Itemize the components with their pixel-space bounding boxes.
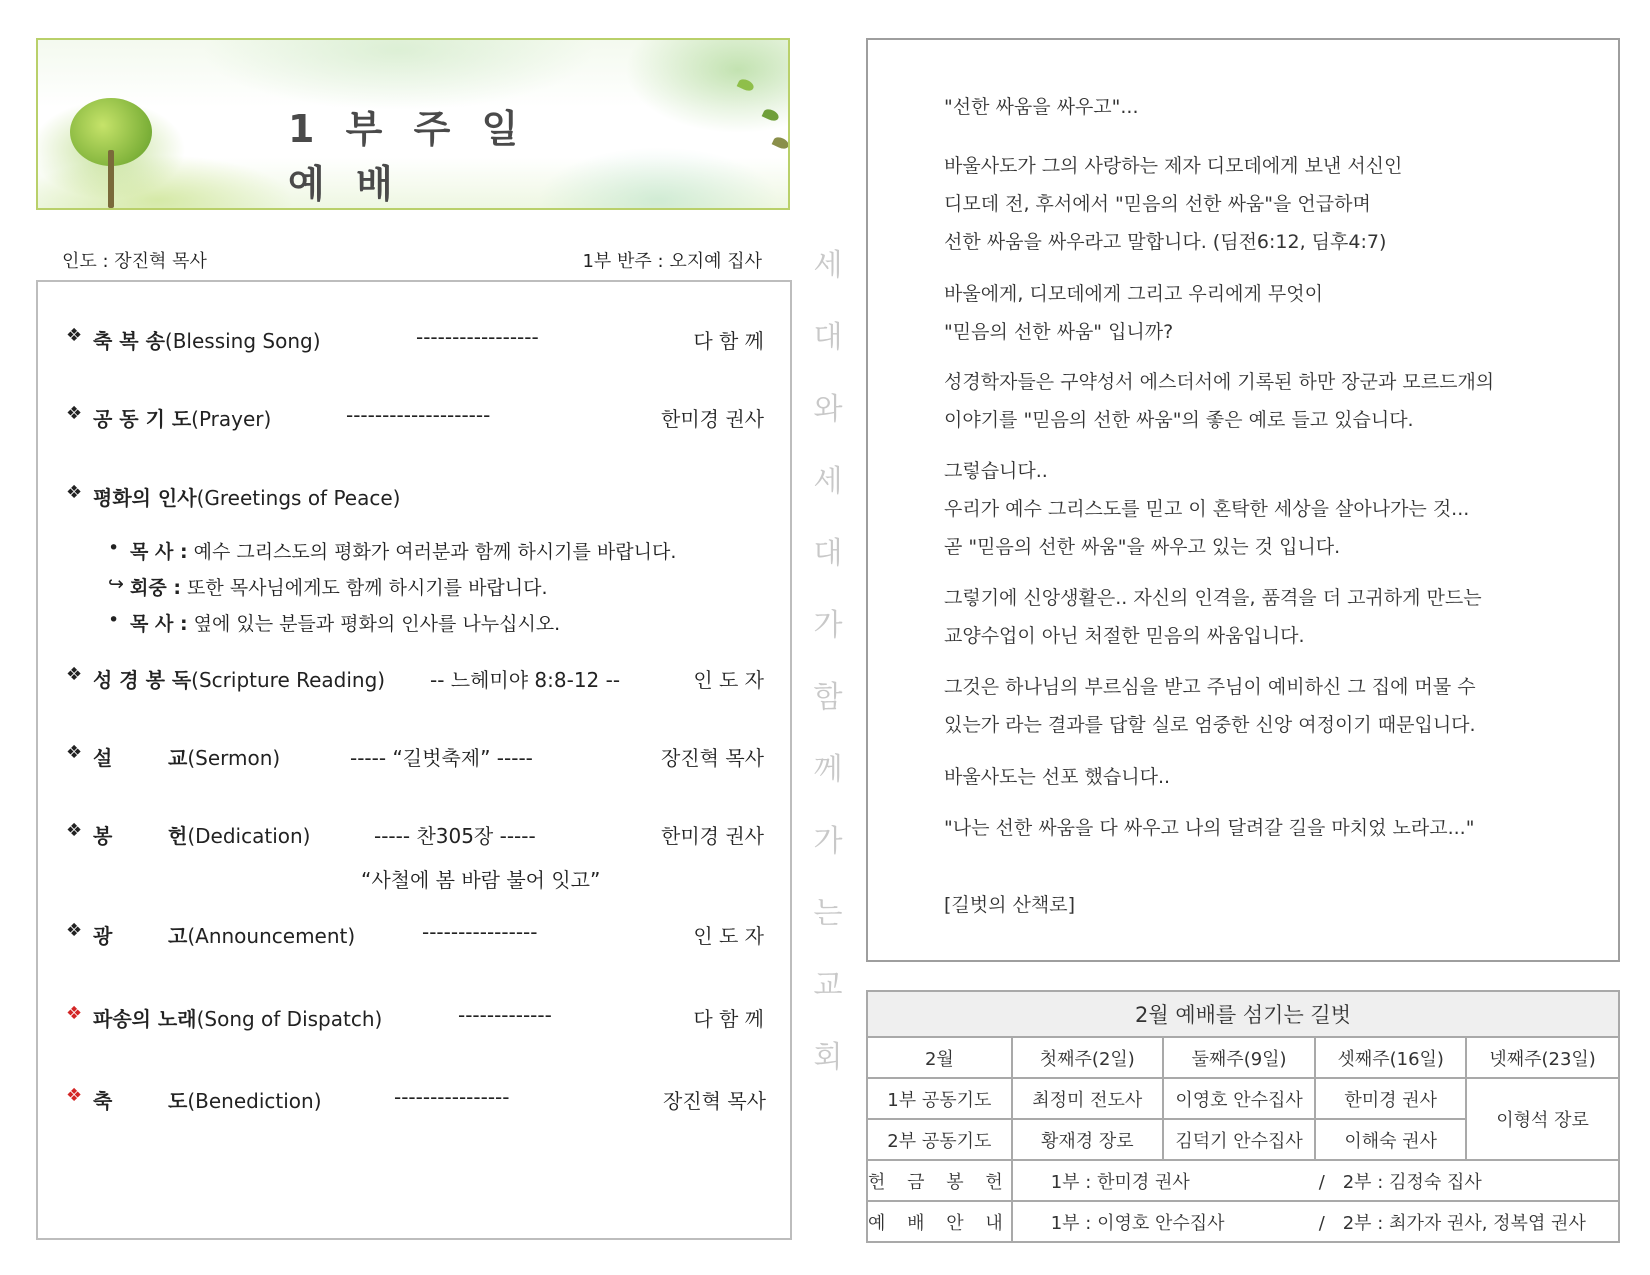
diamond-bullet-icon: ❖ [66, 403, 83, 424]
item-title: 평화의 인사 [93, 486, 197, 510]
meditation-line: 그것은 하나님의 부르심을 받고 주님이 예비하신 그 집에 머물 수 [944, 676, 1476, 698]
item-english: (Scripture Reading) [191, 668, 386, 692]
peace-role: 목 사 : [130, 613, 188, 635]
meditation-line: 우리가 예수 그리스도를 믿고 이 혼탁한 세상을 살아나가는 것... [944, 498, 1470, 520]
meditation-line: "믿음의 선한 싸움" 입니까? [944, 321, 1174, 343]
item-title: 봉 헌 [93, 824, 188, 848]
order-item-scripture [38, 664, 794, 694]
meditation-source: [길벗의 산책로] [944, 894, 1075, 916]
item-detail: -- 느헤미야 8:8-12 -- [430, 668, 621, 692]
offering-part2: 2부 : 김정숙 집사 [1342, 1171, 1482, 1193]
item-title: 축 도 [93, 1089, 188, 1113]
item-leader: 한미경 권사 [661, 407, 764, 431]
hymn-title: “사철에 봄 바람 불어 잇고” [361, 868, 601, 892]
diamond-bullet-icon: ❖ [66, 742, 83, 763]
separator: / [1318, 1212, 1325, 1234]
table-cell: 김덕기 안수집사 [1163, 1119, 1315, 1160]
table-cell: 이영호 안수집사 [1163, 1078, 1315, 1119]
item-leader: 인 도 자 [693, 668, 764, 692]
item-title: 공 동 기 도 [93, 407, 192, 431]
item-english: (Sermon) [187, 746, 281, 770]
item-english: (Dedication) [187, 824, 311, 848]
leader-name: 인도 : 장진혁 목사 [62, 251, 207, 272]
usher-cell [1012, 1201, 1619, 1242]
item-leader: 다 함 께 [693, 1007, 764, 1031]
item-detail: ----- 찬305장 ----- [374, 824, 536, 848]
table-cell: 황재경 장로 [1012, 1119, 1163, 1160]
peace-line-2 [108, 573, 548, 600]
accompanist-name: 1부 반주 : 오지예 집사 [582, 251, 762, 272]
tree-trunk [108, 150, 114, 208]
peace-text: 예수 그리스도의 평화가 여러분과 함께 하시기를 바랍니다. [187, 541, 677, 563]
diamond-bullet-icon: ❖ [66, 1003, 83, 1024]
meditation-line: 선한 싸움을 싸우라고 말합니다. (딤전6:12, 딤후4:7) [944, 231, 1387, 253]
return-arrow-icon: ↪ [108, 573, 124, 595]
order-item-blessing-song [38, 325, 794, 355]
diamond-bullet-icon: ❖ [66, 325, 83, 346]
item-detail: ------------- [458, 1003, 552, 1027]
peace-line-3 [108, 609, 560, 636]
header-cell: 셋째주(16일) [1315, 1037, 1466, 1078]
item-detail: ---------------- [394, 1085, 510, 1109]
church-motto-vertical [810, 240, 846, 1104]
meditation-line: 바울에게, 디모데에게 그리고 우리에게 무엇이 [944, 283, 1323, 305]
meditation-line: "선한 싸움을 싸우고"... [944, 96, 1139, 118]
item-title: 축 복 송 [93, 329, 165, 353]
order-item-sermon [38, 742, 794, 772]
item-title: 성 경 봉 독 [93, 668, 192, 692]
meditation-line: 이야기를 "믿음의 선한 싸움"의 좋은 예로 들고 있습니다. [944, 409, 1414, 431]
table-title-row [867, 991, 1619, 1037]
header-cell: 2월 [867, 1037, 1012, 1078]
row-label: 예 배 안 내 [867, 1201, 1012, 1242]
item-leader: 장진혁 목사 [661, 746, 764, 770]
bullet-icon: • [108, 537, 120, 559]
motto-char: 함 [813, 680, 843, 715]
order-item-greetings [38, 482, 794, 512]
item-english: (Song of Dispatch) [196, 1007, 383, 1031]
order-item-prayer [38, 403, 794, 433]
meditation-line: 바울사도는 선포 했습니다.. [944, 766, 1171, 788]
table-cell: 이해숙 권사 [1315, 1119, 1466, 1160]
order-item-announcement [38, 920, 794, 950]
motto-char: 회 [813, 1040, 843, 1075]
peace-role: 목 사 : [130, 541, 188, 563]
diamond-bullet-icon: ❖ [66, 820, 83, 841]
peace-role: 회중 : [130, 577, 181, 599]
offering-part1: 1부 : 한미경 권사 [1050, 1171, 1190, 1193]
meditation-line: 성경학자들은 구약성서 에스더서에 기록된 하만 장군과 모르드개의 [944, 371, 1495, 393]
table-cell-week4: 이형석 장로 [1466, 1078, 1619, 1160]
meditation-line: 그렇습니다.. [944, 460, 1048, 482]
motto-char: 세 [813, 248, 843, 283]
meditation-line: 디모데 전, 후서에서 "믿음의 선한 싸움"을 언급하며 [944, 193, 1371, 215]
item-detail: ----- “길벗축제” ----- [350, 746, 533, 770]
item-leader: 인 도 자 [693, 924, 764, 948]
diamond-bullet-icon: ❖ [66, 1085, 83, 1106]
row-label: 헌 금 봉 헌 [867, 1160, 1012, 1201]
table-title: 2월 예배를 섬기는 길벗 [867, 991, 1619, 1037]
order-item-benediction [38, 1085, 794, 1115]
usher-part2: 2부 : 최가자 권사, 정복엽 권사 [1342, 1212, 1586, 1234]
motto-char: 께 [813, 752, 843, 787]
item-title: 설 교 [93, 746, 188, 770]
header-cell: 둘째주(9일) [1163, 1037, 1315, 1078]
item-leader: 한미경 권사 [661, 824, 764, 848]
item-title: 파송의 노래 [93, 1007, 197, 1031]
diamond-bullet-icon: ❖ [66, 482, 83, 503]
motto-char: 대 [813, 320, 843, 355]
meditation-line: 바울사도가 그의 사랑하는 제자 디모데에게 보낸 서신인 [944, 155, 1403, 177]
item-english: (Benediction) [187, 1089, 322, 1113]
item-english: (Greetings of Peace) [196, 486, 401, 510]
row-label: 2부 공동기도 [867, 1119, 1012, 1160]
table-row-offering [867, 1160, 1619, 1201]
item-english: (Announcement) [187, 924, 356, 948]
meditation-line: 그렇기에 신앙생활은.. 자신의 인격을, 품격을 더 고귀하게 만드는 [944, 587, 1482, 609]
item-english: (Blessing Song) [164, 329, 321, 353]
header-cell: 첫째주(2일) [1012, 1037, 1163, 1078]
bullet-icon: • [108, 609, 120, 631]
serving-schedule-table [866, 990, 1620, 1243]
table-cell: 최정미 전도사 [1012, 1078, 1163, 1119]
page-title: 1 부 주 일 예 배 [288, 107, 528, 206]
diamond-bullet-icon: ❖ [66, 664, 83, 685]
leaf-decoration [772, 135, 790, 151]
item-english: (Prayer) [191, 407, 272, 431]
item-detail: -------------------- [346, 403, 491, 427]
peace-text: 옆에 있는 분들과 평화의 인사를 나누십시오. [187, 613, 561, 635]
meditation-line: "나는 선한 싸움을 다 싸우고 나의 달려갈 길을 마치었 노라고..." [944, 817, 1475, 839]
leaf-decoration [762, 107, 781, 123]
motto-char: 가 [813, 824, 843, 859]
worship-banner [36, 38, 790, 210]
separator: / [1318, 1171, 1325, 1193]
item-detail: ---------------- [422, 920, 538, 944]
table-header-row [867, 1037, 1619, 1078]
offering-cell [1012, 1160, 1619, 1201]
motto-char: 가 [813, 608, 843, 643]
peace-line-1 [108, 537, 676, 564]
peace-text: 또한 목사님에게도 함께 하시기를 바랍니다. [180, 577, 548, 599]
order-item-dedication [38, 820, 794, 850]
order-item-song-of-dispatch [38, 1003, 794, 1033]
motto-char: 교 [813, 968, 843, 1003]
motto-char: 세 [813, 464, 843, 499]
table-row [867, 1078, 1619, 1119]
order-of-worship [36, 280, 792, 1240]
meditation-line: 곧 "믿음의 선한 싸움"을 싸우고 있는 것 입니다. [944, 536, 1341, 558]
motto-char: 는 [813, 896, 843, 931]
item-title: 광 고 [93, 924, 188, 948]
item-leader: 다 함 께 [693, 329, 764, 353]
leaf-decoration [737, 77, 756, 93]
table-cell: 한미경 권사 [1315, 1078, 1466, 1119]
item-detail: ----------------- [416, 325, 539, 349]
meditation-line: 교양수업이 아닌 처절한 믿음의 싸움입니다. [944, 625, 1305, 647]
header-cell: 넷째주(23일) [1466, 1037, 1619, 1078]
usher-part1: 1부 : 이영호 안수집사 [1050, 1212, 1225, 1234]
motto-char: 와 [813, 392, 843, 427]
item-leader: 장진혁 목사 [663, 1089, 766, 1113]
table-row-usher [867, 1201, 1619, 1242]
diamond-bullet-icon: ❖ [66, 920, 83, 941]
meditation-line: 있는가 라는 결과를 답할 실로 엄중한 신앙 여정이기 때문입니다. [944, 714, 1476, 736]
motto-char: 대 [813, 536, 843, 571]
row-label: 1부 공동기도 [867, 1078, 1012, 1119]
